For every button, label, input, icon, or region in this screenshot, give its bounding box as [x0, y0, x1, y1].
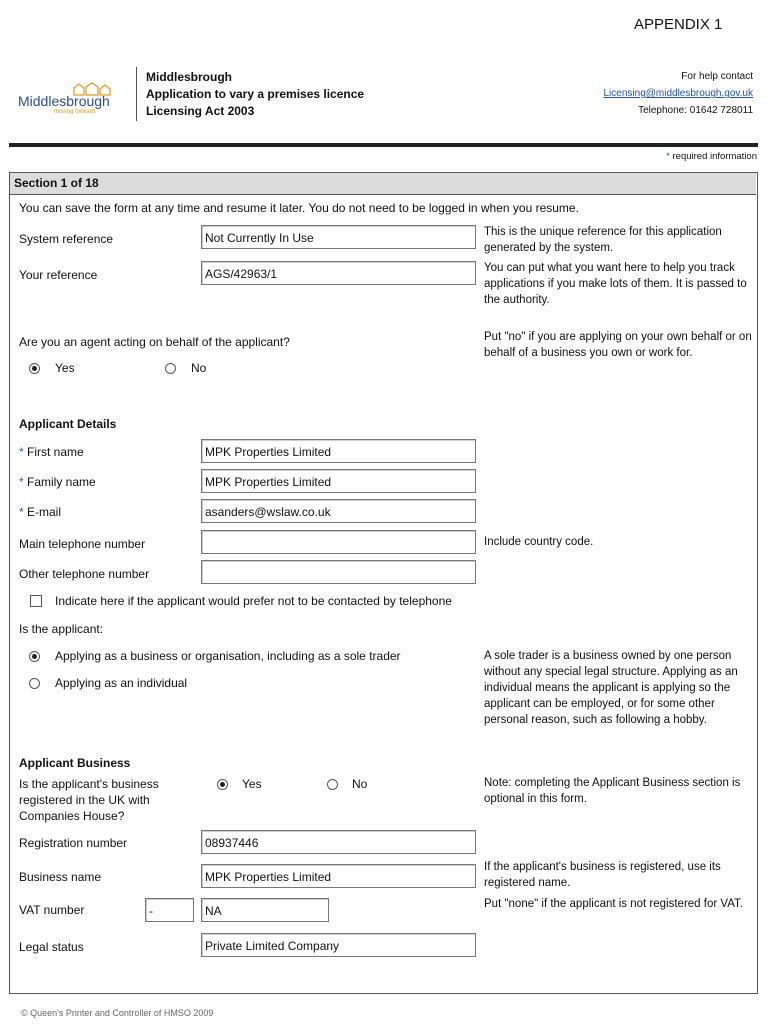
help-contact-label: For help contact — [681, 71, 753, 82]
email-field[interactable]: asanders@wslaw.co.uk — [201, 499, 476, 523]
applicant-business-radio[interactable] — [29, 651, 40, 662]
system-reference-label: System reference — [19, 232, 114, 246]
other-telephone-label: Other telephone number — [19, 567, 150, 581]
business-name-label: Business name — [19, 870, 102, 884]
applicant-business-heading: Applicant Business — [19, 756, 131, 770]
email-label: * E-mail — [19, 505, 62, 519]
copyright-footer: © Queen's Printer and Controller of HMSO 2009 — [21, 1008, 214, 1018]
no-phone-contact-checkbox[interactable] — [30, 595, 42, 607]
vat-number-help: Put "none" if the applicant is not registered for VAT. — [484, 898, 743, 910]
section-intro: You can save the form at any time and resume it later. You do not need to be logged in when you resume. — [19, 201, 579, 215]
agent-yes-radio[interactable] — [29, 363, 40, 374]
applicant-type-help: A sole trader is a business owned by one person without any special legal structure. Applying as an individual means the applicant is applying so the applicant can be employed, or for some other personal reason, such as following a hobby. — [484, 650, 738, 726]
header-title: Application to vary a premises licence — [146, 87, 365, 101]
business-name-field[interactable]: MPK Properties Limited — [201, 864, 476, 888]
agent-no-label: No — [191, 361, 207, 375]
business-registered-yes-radio[interactable] — [217, 779, 228, 790]
header-org: Middlesbrough — [146, 70, 232, 84]
applicant-type-question: Is the applicant: — [19, 622, 104, 636]
your-reference-label: Your reference — [19, 268, 98, 282]
vat-number-field[interactable]: NA — [201, 898, 329, 922]
help-email-link[interactable]: Licensing@middlesbrough.gov.uk — [603, 88, 753, 99]
applicant-individual-radio[interactable] — [29, 678, 40, 689]
header-box — [136, 67, 757, 121]
appendix-label: APPENDIX 1 — [634, 16, 723, 33]
applicant-individual-label: Applying as an individual — [55, 676, 188, 690]
business-optional-note: Note: completing the Applicant Business section is optional in this form. — [484, 777, 741, 805]
main-telephone-label: Main telephone number — [19, 537, 146, 551]
business-name-help: If the applicant's business is registered, use its registered name. — [484, 861, 721, 889]
vat-number-label: VAT number — [19, 903, 85, 917]
help-telephone: Telephone: 01642 728011 — [638, 105, 753, 116]
agent-help: Put "no" if you are applying on your own behalf or on behalf of a business you own or work for. — [484, 331, 752, 359]
system-reference-help: This is the unique reference for this application generated by the system. — [484, 226, 722, 254]
header-divider — [9, 143, 758, 147]
section-header — [10, 173, 756, 195]
first-name-field[interactable]: MPK Properties Limited — [201, 439, 476, 463]
family-name-label: * Family name — [19, 475, 96, 489]
legal-status-field[interactable]: Private Limited Company — [201, 933, 476, 957]
business-registered-yes-label: Yes — [242, 777, 262, 791]
header-act: Licensing Act 2003 — [146, 104, 255, 118]
middlesbrough-logo — [18, 82, 118, 118]
no-phone-contact-label: Indicate here if the applicant would prefer not to be contacted by telephone — [55, 594, 452, 608]
business-registered-question: Is the applicant's business registered in the UK with Companies House? — [19, 777, 159, 823]
agent-no-radio[interactable] — [165, 363, 176, 374]
first-name-label: * First name — [19, 445, 84, 459]
applicant-details-heading: Applicant Details — [19, 417, 117, 431]
your-reference-help: You can put what you want here to help you track applications if you make lots of them. It is passed to the authority. — [484, 262, 747, 306]
business-registered-no-label: No — [352, 777, 368, 791]
required-info-note: * required information — [666, 151, 757, 162]
family-name-field[interactable]: MPK Properties Limited — [201, 469, 476, 493]
vat-prefix-field[interactable]: - — [145, 898, 194, 922]
business-registered-no-radio[interactable] — [327, 779, 338, 790]
applicant-business-label: Applying as a business or organisation, including as a sole trader — [55, 649, 401, 663]
main-telephone-help: Include country code. — [484, 536, 594, 548]
other-telephone-field[interactable] — [201, 560, 476, 584]
agent-yes-label: Yes — [55, 361, 75, 375]
main-telephone-field[interactable] — [201, 530, 476, 554]
registration-number-label: Registration number — [19, 836, 128, 850]
agent-question: Are you an agent acting on behalf of the applicant? — [19, 335, 290, 349]
your-reference-field[interactable]: AGS/42963/1 — [201, 261, 476, 285]
system-reference-field[interactable]: Not Currently In Use — [201, 225, 476, 249]
legal-status-label: Legal status — [19, 940, 84, 954]
logo-wordmark: Middlesbrough — [18, 93, 110, 109]
registration-number-field[interactable]: 08937446 — [201, 830, 476, 854]
logo-tagline: moving forward — [54, 109, 96, 115]
section-title: Section 1 of 18 — [14, 176, 99, 190]
